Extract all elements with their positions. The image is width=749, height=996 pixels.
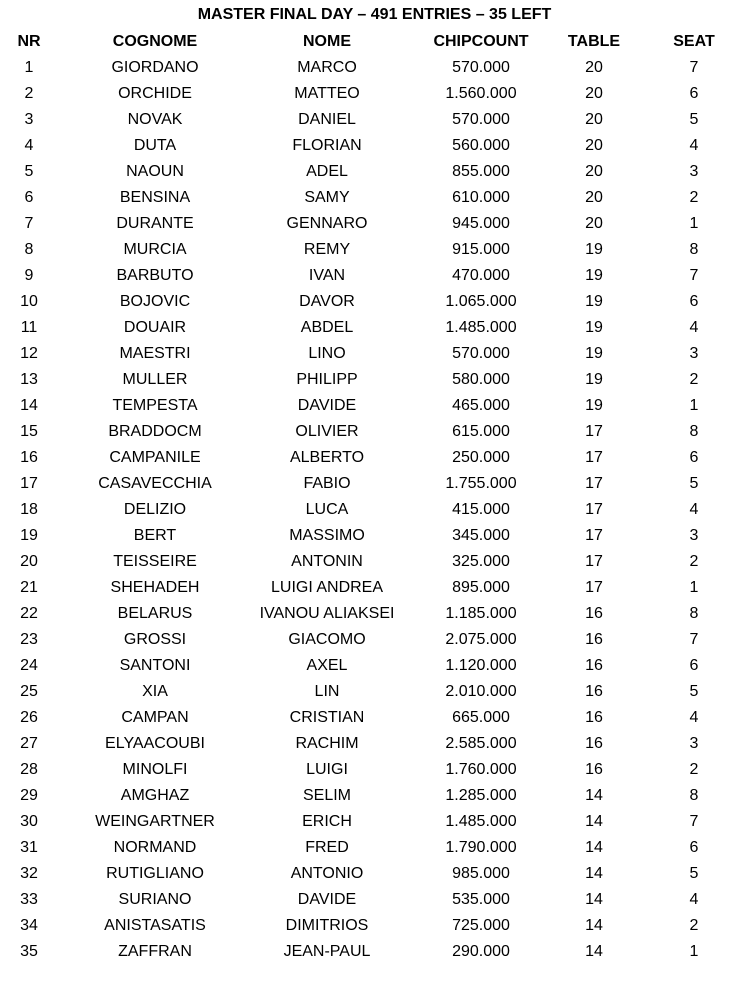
cell-table: 16: [585, 761, 603, 778]
cell-chipcount: 1.790.000: [445, 839, 517, 856]
cell-nr: 1: [24, 59, 34, 76]
table-row: [0, 500, 749, 526]
cell-nome: MATTEO: [294, 85, 360, 102]
cell-table: 20: [585, 163, 603, 180]
cell-cognome: TEMPESTA: [112, 397, 198, 414]
cell-table: 16: [585, 683, 603, 700]
cell-nome: DIMITRIOS: [285, 917, 369, 934]
table-row: [0, 266, 749, 292]
table-row: [0, 162, 749, 188]
cell-nome: ADEL: [306, 163, 348, 180]
cell-nr: 11: [20, 319, 38, 336]
table-row: [0, 370, 749, 396]
cell-chipcount: 290.000: [452, 943, 510, 960]
cell-chipcount: 2.585.000: [445, 735, 517, 752]
cell-seat: 6: [689, 293, 699, 310]
cell-seat: 3: [689, 735, 699, 752]
table-row: [0, 942, 749, 968]
cell-table: 16: [585, 657, 603, 674]
cell-table: 20: [585, 85, 603, 102]
cell-cognome: CAMPAN: [121, 709, 189, 726]
cell-table: 19: [585, 319, 603, 336]
table-header: [0, 32, 749, 58]
cell-nome: LINO: [308, 345, 346, 362]
table-row: [0, 188, 749, 214]
cell-chipcount: 855.000: [452, 163, 510, 180]
cell-nome: IVAN: [308, 267, 346, 284]
page-title: MASTER FINAL DAY – 491 ENTRIES – 35 LEFT: [197, 6, 552, 23]
cell-seat: 2: [689, 553, 699, 570]
cell-cognome: WEINGARTNER: [95, 813, 215, 830]
cell-cognome: CASAVECCHIA: [98, 475, 212, 492]
cell-cognome: SURIANO: [118, 891, 192, 908]
cell-seat: 3: [689, 163, 699, 180]
cell-nome: OLIVIER: [295, 423, 359, 440]
table-row: [0, 292, 749, 318]
cell-nr: 5: [24, 163, 34, 180]
cell-nome: LUCA: [305, 501, 349, 518]
cell-chipcount: 1.755.000: [445, 475, 517, 492]
cell-nome: SELIM: [302, 787, 352, 804]
cell-cognome: CAMPANILE: [109, 449, 201, 466]
table-row: [0, 838, 749, 864]
cell-nr: 7: [24, 215, 34, 232]
cell-cognome: DURANTE: [116, 215, 194, 232]
cell-chipcount: 535.000: [452, 891, 510, 908]
cell-nome: LUIGI: [306, 761, 348, 778]
cell-chipcount: 2.010.000: [445, 683, 517, 700]
table-row: [0, 760, 749, 786]
cell-nr: 2: [24, 85, 34, 102]
cell-nome: ANTONIN: [291, 553, 363, 570]
table-row: [0, 552, 749, 578]
cell-nr: 31: [20, 839, 38, 856]
cell-nome: LIN: [314, 683, 340, 700]
table-row: [0, 396, 749, 422]
cell-chipcount: 1.185.000: [445, 605, 517, 622]
cell-seat: 1: [689, 215, 699, 232]
cell-seat: 6: [689, 449, 699, 466]
cell-chipcount: 415.000: [452, 501, 510, 518]
cell-seat: 6: [689, 839, 699, 856]
cell-seat: 7: [689, 267, 699, 284]
cell-seat: 1: [689, 579, 699, 596]
cell-nr: 13: [20, 371, 38, 388]
table-row: [0, 422, 749, 448]
cell-chipcount: 665.000: [452, 709, 510, 726]
cell-seat: 7: [689, 631, 699, 648]
cell-nome: PHILIPP: [296, 371, 358, 388]
header-cognome: COGNOME: [112, 33, 198, 50]
cell-nome: ALBERTO: [289, 449, 365, 466]
cell-cognome: GROSSI: [123, 631, 187, 648]
cell-cognome: DELIZIO: [123, 501, 187, 518]
table-row: [0, 734, 749, 760]
cell-table: 19: [585, 293, 603, 310]
cell-chipcount: 985.000: [452, 865, 510, 882]
table-row: [0, 240, 749, 266]
cell-seat: 3: [689, 345, 699, 362]
table-row: [0, 344, 749, 370]
cell-nome: FABIO: [303, 475, 351, 492]
cell-table: 14: [585, 787, 603, 804]
table-row: [0, 136, 749, 162]
cell-seat: 4: [689, 137, 699, 154]
cell-nr: 8: [24, 241, 34, 258]
cell-nr: 34: [20, 917, 38, 934]
cell-table: 14: [585, 865, 603, 882]
table-row: [0, 708, 749, 734]
cell-nr: 32: [20, 865, 38, 882]
cell-table: 17: [585, 449, 603, 466]
cell-seat: 5: [689, 475, 699, 492]
cell-seat: 3: [689, 527, 699, 544]
cell-nr: 20: [20, 553, 38, 570]
cell-nr: 10: [20, 293, 38, 310]
cell-seat: 6: [689, 85, 699, 102]
cell-table: 16: [585, 735, 603, 752]
cell-cognome: BOJOVIC: [119, 293, 191, 310]
cell-nr: 24: [20, 657, 38, 674]
cell-nr: 6: [24, 189, 34, 206]
cell-chipcount: 945.000: [452, 215, 510, 232]
cell-nome: ABDEL: [300, 319, 354, 336]
cell-table: 16: [585, 605, 603, 622]
cell-nr: 17: [20, 475, 38, 492]
cell-table: 16: [585, 709, 603, 726]
header-nr: NR: [17, 33, 41, 50]
table-row: [0, 786, 749, 812]
table-row: [0, 214, 749, 240]
cell-cognome: BELARUS: [117, 605, 193, 622]
cell-cognome: XIA: [142, 683, 168, 700]
cell-nome: DAVOR: [299, 293, 355, 310]
cell-nome: CRISTIAN: [289, 709, 365, 726]
cell-table: 20: [585, 137, 603, 154]
cell-nome: GENNARO: [286, 215, 368, 232]
cell-chipcount: 570.000: [452, 111, 510, 128]
cell-chipcount: 465.000: [452, 397, 510, 414]
cell-table: 14: [585, 813, 603, 830]
cell-cognome: ORCHIDE: [118, 85, 192, 102]
cell-seat: 6: [689, 657, 699, 674]
cell-seat: 2: [689, 371, 699, 388]
cell-nome: JEAN-PAUL: [283, 943, 371, 960]
cell-nome: DANIEL: [298, 111, 356, 128]
cell-nr: 33: [20, 891, 38, 908]
cell-seat: 7: [689, 813, 699, 830]
cell-cognome: MINOLFI: [122, 761, 188, 778]
cell-cognome: BRADDOCM: [108, 423, 202, 440]
table-row: [0, 812, 749, 838]
cell-chipcount: 615.000: [452, 423, 510, 440]
cell-cognome: BENSINA: [119, 189, 191, 206]
cell-table: 16: [585, 631, 603, 648]
cell-cognome: DOUAIR: [123, 319, 187, 336]
cell-cognome: ANISTASATIS: [104, 917, 206, 934]
cell-table: 17: [585, 527, 603, 544]
cell-seat: 4: [689, 709, 699, 726]
cell-cognome: GIORDANO: [111, 59, 199, 76]
cell-chipcount: 580.000: [452, 371, 510, 388]
cell-table: 20: [585, 189, 603, 206]
table-row: [0, 864, 749, 890]
cell-nr: 27: [20, 735, 38, 752]
cell-nome: MARCO: [297, 59, 357, 76]
table-row: [0, 526, 749, 552]
cell-cognome: BARBUTO: [116, 267, 194, 284]
cell-nr: 16: [20, 449, 38, 466]
cell-chipcount: 1.560.000: [445, 85, 517, 102]
cell-seat: 5: [689, 865, 699, 882]
cell-chipcount: 1.760.000: [445, 761, 517, 778]
cell-cognome: DUTA: [133, 137, 177, 154]
cell-table: 14: [585, 891, 603, 908]
cell-nr: 18: [20, 501, 38, 518]
cell-nome: MASSIMO: [289, 527, 365, 544]
table-row: [0, 682, 749, 708]
cell-table: 20: [585, 111, 603, 128]
cell-table: 19: [585, 397, 603, 414]
cell-nr: 15: [20, 423, 38, 440]
cell-seat: 2: [689, 761, 699, 778]
cell-seat: 1: [689, 943, 699, 960]
header-table: TABLE: [567, 33, 621, 50]
cell-table: 19: [585, 371, 603, 388]
table-row: [0, 474, 749, 500]
cell-table: 17: [585, 553, 603, 570]
table-row: [0, 604, 749, 630]
cell-chipcount: 915.000: [452, 241, 510, 258]
cell-table: 14: [585, 943, 603, 960]
cell-cognome: ELYAACOUBI: [105, 735, 205, 752]
cell-seat: 2: [689, 189, 699, 206]
cell-chipcount: 570.000: [452, 345, 510, 362]
cell-nr: 19: [20, 527, 38, 544]
header-seat: SEAT: [673, 33, 715, 50]
cell-table: 20: [585, 215, 603, 232]
cell-cognome: MAESTRI: [119, 345, 191, 362]
cell-nr: 26: [20, 709, 38, 726]
cell-nome: LUIGI ANDREA: [270, 579, 384, 596]
cell-seat: 4: [689, 319, 699, 336]
cell-nr: 3: [24, 111, 34, 128]
cell-nr: 22: [20, 605, 38, 622]
cell-nome: GIACOMO: [288, 631, 366, 648]
table-row: [0, 656, 749, 682]
cell-nr: 30: [20, 813, 38, 830]
cell-table: 14: [585, 917, 603, 934]
cell-cognome: NAOUN: [126, 163, 184, 180]
cell-nome: ANTONIO: [290, 865, 364, 882]
cell-table: 17: [585, 501, 603, 518]
cell-chipcount: 725.000: [452, 917, 510, 934]
cell-nr: 4: [24, 137, 34, 154]
cell-table: 19: [585, 345, 603, 362]
header-nome: NOME: [303, 33, 351, 50]
cell-nome: REMY: [303, 241, 351, 258]
cell-nome: DAVIDE: [297, 397, 357, 414]
cell-nr: 12: [20, 345, 38, 362]
cell-table: 17: [585, 475, 603, 492]
cell-seat: 2: [689, 917, 699, 934]
cell-seat: 5: [689, 111, 699, 128]
cell-seat: 8: [689, 787, 699, 804]
cell-chipcount: 2.075.000: [445, 631, 517, 648]
cell-table: 17: [585, 423, 603, 440]
cell-chipcount: 570.000: [452, 59, 510, 76]
cell-nome: FRED: [305, 839, 349, 856]
cell-nr: 14: [20, 397, 38, 414]
cell-table: 19: [585, 241, 603, 258]
table-row: [0, 890, 749, 916]
cell-nome: IVANOU ALIAKSEI: [259, 605, 395, 622]
cell-seat: 5: [689, 683, 699, 700]
cell-seat: 8: [689, 605, 699, 622]
cell-chipcount: 325.000: [452, 553, 510, 570]
cell-chipcount: 1.120.000: [445, 657, 517, 674]
cell-chipcount: 1.485.000: [445, 319, 517, 336]
cell-chipcount: 1.065.000: [445, 293, 517, 310]
cell-cognome: MURCIA: [123, 241, 187, 258]
cell-chipcount: 895.000: [452, 579, 510, 596]
table-row: [0, 318, 749, 344]
cell-cognome: NOVAK: [127, 111, 183, 128]
table-row: [0, 916, 749, 942]
cell-seat: 7: [689, 59, 699, 76]
cell-nome: ERICH: [302, 813, 352, 830]
table-row: [0, 110, 749, 136]
cell-table: 19: [585, 267, 603, 284]
cell-cognome: AMGHAZ: [120, 787, 190, 804]
header-chipcount: CHIPCOUNT: [433, 33, 529, 50]
cell-nr: 25: [20, 683, 38, 700]
cell-nr: 9: [24, 267, 34, 284]
cell-nome: RACHIM: [295, 735, 359, 752]
cell-seat: 4: [689, 501, 699, 518]
cell-cognome: RUTIGLIANO: [106, 865, 204, 882]
table-row: [0, 578, 749, 604]
cell-nome: FLORIAN: [292, 137, 362, 154]
table-row: [0, 84, 749, 110]
cell-nr: 29: [20, 787, 38, 804]
cell-nr: 28: [20, 761, 38, 778]
cell-chipcount: 345.000: [452, 527, 510, 544]
cell-nr: 21: [20, 579, 38, 596]
cell-table: 20: [585, 59, 603, 76]
cell-seat: 8: [689, 423, 699, 440]
cell-seat: 8: [689, 241, 699, 258]
cell-nome: AXEL: [306, 657, 348, 674]
cell-table: 14: [585, 839, 603, 856]
cell-nr: 35: [20, 943, 38, 960]
cell-chipcount: 470.000: [452, 267, 510, 284]
cell-cognome: ZAFFRAN: [118, 943, 192, 960]
cell-cognome: NORMAND: [113, 839, 197, 856]
cell-chipcount: 250.000: [452, 449, 510, 466]
cell-cognome: MULLER: [122, 371, 188, 388]
cell-cognome: BERT: [133, 527, 177, 544]
table-row: [0, 448, 749, 474]
cell-cognome: SANTONI: [119, 657, 191, 674]
cell-nr: 23: [20, 631, 38, 648]
cell-chipcount: 560.000: [452, 137, 510, 154]
cell-chipcount: 610.000: [452, 189, 510, 206]
cell-nome: SAMY: [304, 189, 350, 206]
cell-nome: DAVIDE: [297, 891, 357, 908]
cell-table: 17: [585, 579, 603, 596]
cell-chipcount: 1.485.000: [445, 813, 517, 830]
cell-cognome: TEISSEIRE: [113, 553, 197, 570]
cell-cognome: SHEHADEH: [110, 579, 200, 596]
cell-seat: 1: [689, 397, 699, 414]
table-row: [0, 58, 749, 84]
cell-chipcount: 1.285.000: [445, 787, 517, 804]
cell-seat: 4: [689, 891, 699, 908]
table-row: [0, 630, 749, 656]
